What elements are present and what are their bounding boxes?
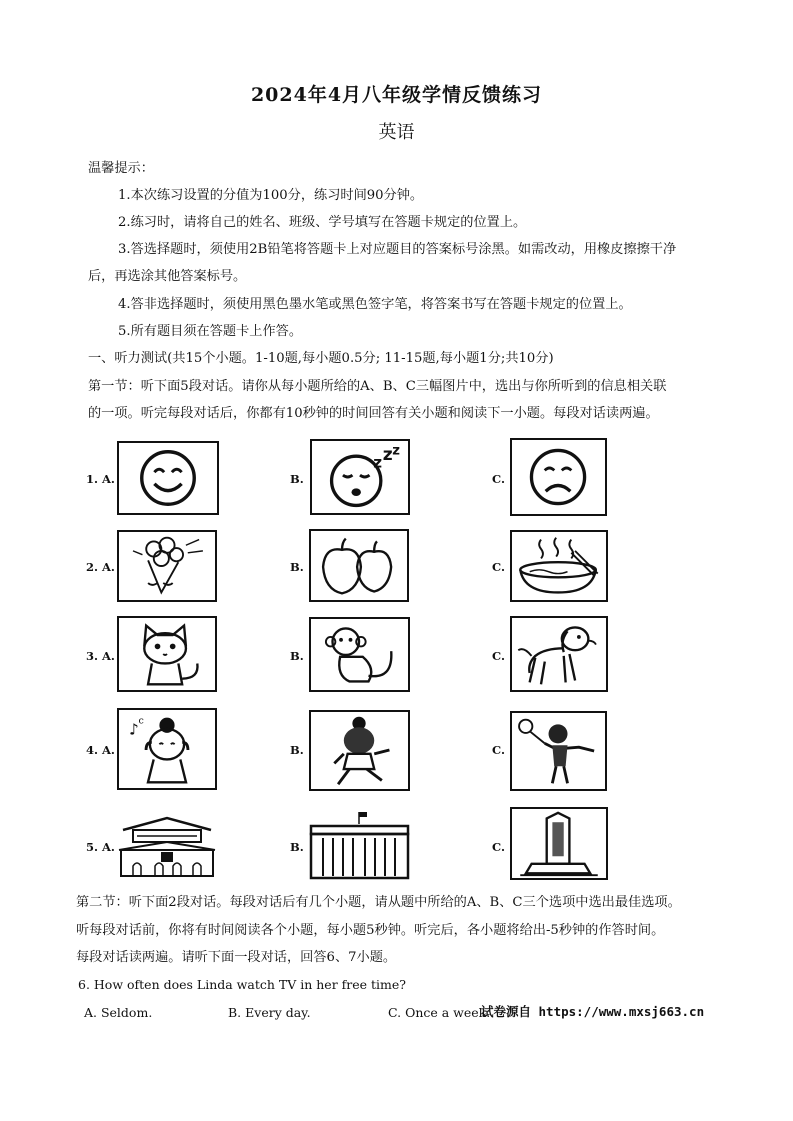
q5-label-a: 5. A. <box>86 840 115 854</box>
section1-line-2: 的一项。听完每段对话后，你都有10秒钟的时间回答有关小题和阅读下一小题。每段对话读两遍。 <box>88 406 659 421</box>
note-item-1: 1.本次练习设置的分值为100分，练习时间90分钟。 <box>118 188 424 203</box>
q6-stem: 6. How often does Linda watch TV in her free time? <box>78 977 406 992</box>
q3-label-a: 3. A. <box>86 649 115 663</box>
q2-label-a: 2. A. <box>86 560 115 574</box>
svg-text:z: z <box>392 443 400 459</box>
monument-icon <box>512 809 606 878</box>
q3-option-a-picture[interactable] <box>117 616 217 692</box>
q1-label-b: B. <box>290 472 304 486</box>
noodle-bowl-icon <box>512 532 606 600</box>
flower-bouquet-icon <box>119 532 215 600</box>
q5-label-b: B. <box>290 840 304 854</box>
svg-text:♪: ♪ <box>128 720 139 739</box>
note-item-3-cont: 后，再选涂其他答案标号。 <box>88 269 247 284</box>
q1-option-a-picture[interactable] <box>117 441 219 515</box>
q3-option-b-picture[interactable] <box>309 617 410 692</box>
listening-heading: 一、听力测试(共15个小题。1-10题,每小题0.5分; 11-15题,每小题1分;共10分) <box>88 351 554 366</box>
q3-label-b: B. <box>290 649 304 663</box>
q5-option-c-picture[interactable] <box>510 807 608 880</box>
section2-line-2: 听每段对话前，你将有时间阅读各个小题，每小题5秒钟。听完后，各小题将给出-5秒钟的作答时间。 <box>76 923 665 938</box>
source-watermark[interactable]: 试卷源自 https://www.mxsj663.cn <box>481 1004 705 1019</box>
q1-option-b-picture[interactable] <box>310 439 410 515</box>
q4-label-c: C. <box>492 743 505 757</box>
q2-label-c: C. <box>492 560 505 574</box>
section2-line-3: 每段对话读两遍。请听下面一段对话，回答6、7小题。 <box>76 950 397 965</box>
note-item-2: 2.练习时，请将自己的姓名、班级、学号填写在答题卡规定的位置上。 <box>118 215 527 230</box>
monkey-icon <box>311 619 408 690</box>
girl-music-icon <box>119 710 215 788</box>
happy-face-icon <box>119 443 217 513</box>
q4-label-b: B. <box>290 743 304 757</box>
q4-option-a-picture[interactable] <box>117 708 217 790</box>
q4-label-a: 4. A. <box>86 743 115 757</box>
sleeping-face-icon <box>312 441 408 513</box>
q1-label-a: 1. A. <box>86 472 115 486</box>
q1-option-c-picture[interactable] <box>510 438 607 516</box>
q3-label-c: C. <box>492 649 505 663</box>
q6-option-a[interactable]: A. Seldom. <box>84 1005 153 1020</box>
q6-option-b[interactable]: B. Every day. <box>228 1005 311 1020</box>
apples-icon <box>311 531 407 600</box>
page-title: 2024年4月八年级学情反馈练习 <box>250 84 543 106</box>
q5-option-b-picture[interactable] <box>309 808 410 880</box>
q2-option-b-picture[interactable] <box>309 529 409 602</box>
svg-text:z: z <box>373 453 383 472</box>
q6-option-c[interactable]: C. Once a week. <box>388 1005 491 1020</box>
subject-title: 英语 <box>378 122 415 143</box>
q4-option-c-picture[interactable] <box>510 711 607 791</box>
section1-line-1: 第一节：听下面5段对话。请你从每小题所给的A、B、C三幅图片中，选出与你所听到的信息相关联 <box>88 379 667 394</box>
tiananmen-icon <box>117 810 217 879</box>
cat-icon <box>119 618 215 690</box>
girl-badminton-icon <box>512 713 605 789</box>
q2-option-c-picture[interactable] <box>510 530 608 602</box>
dog-icon <box>512 618 606 690</box>
svg-text:c: c <box>138 715 144 727</box>
q3-option-c-picture[interactable] <box>510 616 608 692</box>
q4-option-b-picture[interactable] <box>309 710 410 791</box>
q1-label-c: C. <box>492 472 505 486</box>
notes-label: 温馨提示： <box>88 161 154 176</box>
svg-text:z: z <box>382 444 393 465</box>
note-item-4: 4.答非选择题时，须使用黑色墨水笔或黑色签字笔，将答案书写在答题卡规定的位置上。 <box>118 297 632 312</box>
q5-option-a-picture[interactable] <box>117 810 217 879</box>
section2-line-1: 第二节：听下面2段对话。每段对话后有几个小题，请从题中所给的A、B、C三个选项中选出最佳选项。 <box>76 895 681 910</box>
note-item-3: 3.答选择题时，须使用2B铅笔将答题卡上对应题目的答案标号涂黑。如需改动，用橡皮擦擦干净 <box>118 242 677 257</box>
great-hall-icon <box>309 808 410 880</box>
girl-running-icon <box>311 712 408 789</box>
q5-label-c: C. <box>492 840 505 854</box>
q2-label-b: B. <box>290 560 304 574</box>
note-item-5: 5.所有题目须在答题卡上作答。 <box>118 324 303 339</box>
sad-face-icon <box>512 440 605 514</box>
q2-option-a-picture[interactable] <box>117 530 217 602</box>
